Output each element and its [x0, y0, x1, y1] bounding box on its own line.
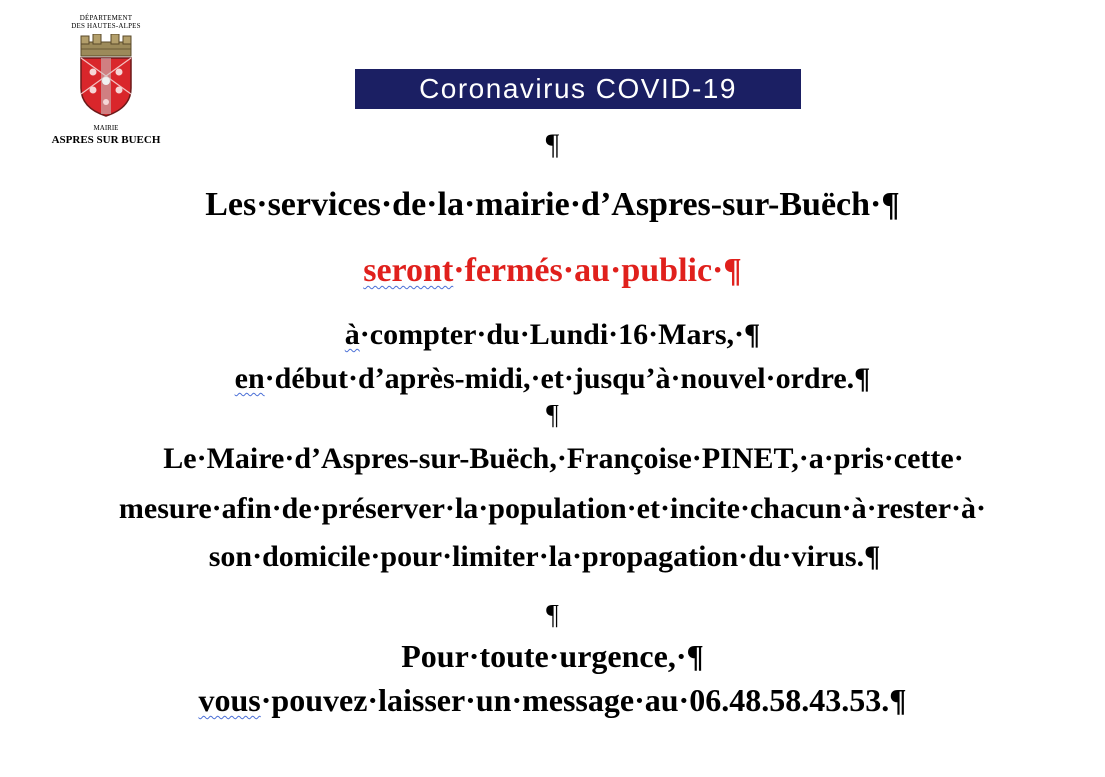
phone-message-rest: ·pouvez·laisser·un·message·au·06.48.58.43.53.¶	[260, 682, 907, 718]
mairie-logo	[48, 14, 164, 146]
mayor-line-3: son·domicile·pour·limiter·la·propagation·du·virus.¶	[208, 540, 881, 573]
closed-word: seront	[363, 252, 454, 289]
urgency-line: Pour·toute·urgence,·¶	[401, 638, 704, 674]
time-line	[0, 362, 1105, 396]
town-name: ASPRES SUR BUECH	[51, 134, 161, 146]
blank-paragraph-1: ¶	[545, 128, 560, 161]
phone-message-line	[0, 682, 1105, 719]
time-rest: ·début·d’après-midi,·et·jusqu’à·nouvel·ordre.¶	[264, 362, 871, 395]
mairie-label: MAIRIE	[93, 124, 119, 132]
department-line-2: DES HAUTES-ALPES	[71, 22, 141, 30]
covid-banner-text: Coronavirus COVID-19	[419, 73, 737, 104]
heading-services: Les·services·de·la·mairie·d’Aspres-sur-Buëch·¶	[205, 186, 900, 223]
message-word-vous: vous	[198, 682, 261, 718]
date-line	[0, 318, 1105, 352]
covid-banner	[355, 69, 801, 109]
date-word-a: à	[344, 318, 360, 351]
date-rest: ·compter·du·Lundi·16·Mars,·¶	[359, 318, 761, 351]
closed-rest: ·fermés·au·public·¶	[453, 252, 742, 289]
mayor-line-2: mesure·afin·de·préserver·la·population·et·incite·chacun·à·rester·à·	[118, 492, 987, 525]
blank-paragraph-2: ¶	[546, 400, 559, 431]
blank-paragraph-3: ¶	[546, 600, 559, 631]
time-word-en: en	[234, 362, 265, 395]
coat-of-arms-icon	[73, 34, 139, 118]
mayor-line-1: Le·Maire·d’Aspres-sur-Buëch,·Françoise·PINET,·a·pris·cette·	[163, 442, 964, 475]
department-line-1: DÉPARTEMENT	[79, 14, 133, 22]
closed-announcement	[0, 252, 1105, 290]
